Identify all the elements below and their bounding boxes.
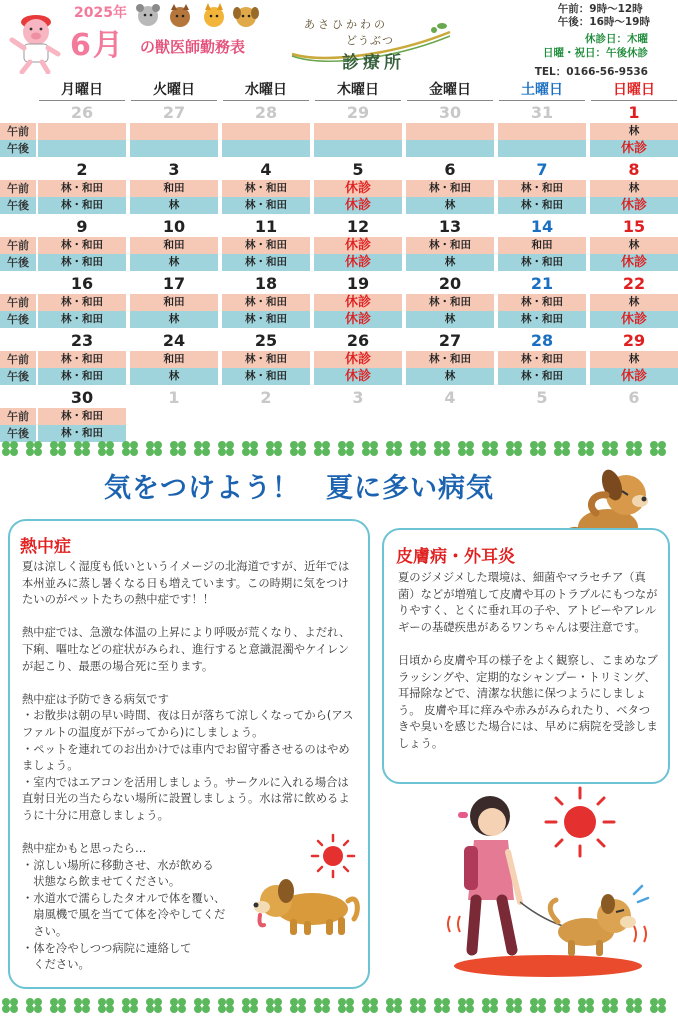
year-label: 2025年 (74, 5, 127, 21)
skin-line: 日頃から皮膚や耳の様子をよく観察し、こまめなブラッシングや、定期的なシャンプー・トリミング、耳掃除などで、清潔な状態に保つようにしましょう。 皮膚や耳に痒みや赤みがみられたり、ベタつきや臭いを感じた場合には、早めに病院を受診しましょう。 (398, 653, 658, 750)
heatstroke-line: ・お散歩は朝の早い時間、夜は日が落ちて涼しくなってから(アスファルトの温度が下がってから)にしましょう。 (22, 709, 354, 739)
morning-vet-cell: 休診 (314, 351, 402, 368)
afternoon-vet-cell: 林・和田 (498, 197, 586, 214)
clinic-name: 診療所 (342, 53, 405, 73)
clover-icon (386, 998, 402, 1013)
day-number: 19 (346, 274, 370, 293)
clover-icon (242, 441, 258, 456)
morning-vet-cell: 林・和田 (222, 180, 310, 197)
skin-body (398, 570, 660, 753)
clover-icon (482, 998, 498, 1013)
clover-icon (530, 441, 546, 456)
day-number: 3 (352, 388, 364, 407)
clover-icon (194, 998, 210, 1013)
clover-icon (146, 998, 162, 1013)
clover-icon (218, 441, 234, 456)
afternoon-label: 午後 (0, 311, 36, 328)
heatstroke-line: ・水道水で濡らしたタオルで体を覆い、 (22, 891, 226, 905)
calendar-weeks (0, 102, 678, 444)
day-number: 28 (254, 103, 278, 122)
clover-icon (506, 441, 522, 456)
clover-icon (266, 998, 282, 1013)
day-number: 30 (70, 388, 94, 407)
afternoon-vet-cell: 林・和田 (38, 368, 126, 385)
morning-label: 午前 (0, 351, 36, 368)
afternoon-vet-cell: 林・和田 (38, 425, 126, 442)
afternoon-vet-cell: 林 (130, 311, 218, 328)
morning-vet-cell: 林・和田 (498, 294, 586, 311)
afternoon-label: 午後 (0, 140, 36, 157)
heatstroke-line: 夏は涼しく湿度も低いというイメージの北海道ですが、近年では本州並みに蒸し暑くなる日も増えています。この時期に気をつけたいのがペットたちの熱中症です！！ (22, 560, 350, 607)
morning-vet-cell: 林・和田 (38, 351, 126, 368)
clover-border-bottom-icon (0, 994, 678, 1016)
weekday-header-4: 金曜日 (407, 80, 493, 101)
day-number: 31 (530, 103, 554, 122)
afternoon-vet-cell: 休診 (314, 197, 402, 214)
clover-icon (218, 998, 234, 1013)
morning-label: 午前 (0, 294, 36, 311)
clover-icon (50, 998, 66, 1013)
heatstroke-line: さい。 (22, 925, 68, 939)
morning-vet-cell: 和田 (130, 180, 218, 197)
morning-label: 午前 (0, 180, 36, 197)
afternoon-vet-cell: 林・和田 (222, 311, 310, 328)
hours-pm: 午後：16時～19時 (557, 16, 650, 28)
day-number: 4 (444, 388, 456, 407)
clover-icon (122, 998, 138, 1013)
day-number: 7 (536, 160, 548, 179)
skin-disease-panel (382, 528, 670, 784)
clover-icon (242, 998, 258, 1013)
day-number: 4 (260, 160, 272, 179)
day-number: 14 (530, 217, 554, 236)
morning-vet-cell: 和田 (130, 294, 218, 311)
afternoon-label: 午後 (0, 425, 36, 442)
clover-icon (26, 441, 42, 456)
morning-vet-cell: 林 (590, 180, 678, 197)
weekday-header-3: 木曜日 (315, 80, 401, 101)
clover-icon (50, 441, 66, 456)
morning-label: 午前 (0, 237, 36, 254)
afternoon-vet-cell: 林・和田 (498, 368, 586, 385)
pig-mascot-icon (6, 6, 64, 74)
weekday-header-6: 日曜日 (591, 80, 677, 101)
afternoon-vet-cell: 林 (130, 254, 218, 271)
day-number: 10 (162, 217, 186, 236)
clover-icon (290, 441, 306, 456)
day-number: 20 (438, 274, 462, 293)
afternoon-vet-cell: 休診 (590, 254, 678, 271)
morning-vet-cell: 林・和田 (406, 237, 494, 254)
heatstroke-line: ・室内ではエアコンを活用しましょう。サークルに入れる場合は直射日光の当たらない場所に設置しましょう。水は常に飲めるように十分に用意しましょう。 (22, 775, 350, 822)
calendar-week (0, 159, 678, 216)
day-number: 18 (254, 274, 278, 293)
day-number: 30 (438, 103, 462, 122)
clover-icon (554, 998, 570, 1013)
section-title-part2: 夏に多い病気 (326, 473, 494, 504)
morning-vet-cell: 林・和田 (222, 351, 310, 368)
clover-icon (98, 441, 114, 456)
day-number: 12 (346, 217, 370, 236)
clinic-logo (286, 14, 458, 72)
day-number: 5 (352, 160, 364, 179)
skin-paragraph (398, 653, 660, 753)
empty-cell (130, 140, 218, 157)
clover-icon (386, 441, 402, 456)
heatstroke-title: 熱中症 (20, 537, 71, 557)
morning-vet-cell: 和田 (130, 237, 218, 254)
clover-icon (314, 998, 330, 1013)
clover-icon (506, 998, 522, 1013)
section-title (104, 466, 494, 505)
clover-icon (338, 998, 354, 1013)
empty-cell (314, 123, 402, 140)
day-number: 26 (346, 331, 370, 350)
clover-icon (122, 441, 138, 456)
header (0, 0, 678, 80)
heatstroke-line: ・ペットを連れてのお出かけでは車内でお留守番させるのはやめましょう。 (22, 742, 350, 773)
afternoon-vet-cell: 休診 (590, 368, 678, 385)
clover-icon (338, 441, 354, 456)
empty-cell (130, 123, 218, 140)
pets-illustration-icon (132, 2, 262, 32)
day-number: 27 (162, 103, 186, 122)
skin-title: 皮膚病・外耳炎 (396, 547, 515, 567)
day-number: 16 (70, 274, 94, 293)
calendar-week (0, 102, 678, 159)
month-label: 6月 (70, 28, 125, 63)
afternoon-vet-cell: 林 (130, 197, 218, 214)
heatstroke-line: 扇風機で風を当てて体を冷やしてくだ (22, 908, 226, 922)
clover-icon (26, 998, 42, 1013)
clover-icon (98, 998, 114, 1013)
clover-icon (194, 441, 210, 456)
clover-icon (578, 998, 594, 1013)
clover-icon (146, 441, 162, 456)
day-number: 3 (168, 160, 180, 179)
morning-vet-cell: 林・和田 (498, 351, 586, 368)
day-number: 23 (70, 331, 94, 350)
section-title-part1: 気をつけよう！ (104, 473, 300, 504)
heatstroke-line: 熱中症では、急激な体温の上昇により呼吸が荒くなり、よだれ、下痢、嘔吐などの症状がみられ、進行すると意識混濁やケイレンが起こり、最悪の場合死に至ります。 (22, 626, 351, 673)
empty-cell (222, 140, 310, 157)
clover-icon (626, 998, 642, 1013)
day-number: 1 (628, 103, 640, 122)
day-number: 1 (168, 388, 180, 407)
empty-cell (498, 140, 586, 157)
clover-icon (530, 998, 546, 1013)
schedule-calendar (0, 80, 678, 444)
empty-cell (38, 123, 126, 140)
phone-number: TEL：0166-56-9536 (534, 66, 648, 78)
afternoon-vet-cell: 休診 (590, 311, 678, 328)
morning-vet-cell: 林・和田 (406, 180, 494, 197)
calendar-week (0, 330, 678, 387)
afternoon-vet-cell: 林 (406, 254, 494, 271)
clinic-name-hiragana: あさひかわの (304, 18, 388, 31)
day-number: 6 (628, 388, 640, 407)
afternoon-vet-cell: 林・和田 (222, 368, 310, 385)
calendar-week (0, 273, 678, 330)
day-number: 25 (254, 331, 278, 350)
day-number: 21 (530, 274, 554, 293)
morning-vet-cell: 林・和田 (406, 351, 494, 368)
day-number: 6 (444, 160, 456, 179)
afternoon-vet-cell: 林・和田 (38, 197, 126, 214)
clover-icon (170, 441, 186, 456)
afternoon-vet-cell: 林 (406, 368, 494, 385)
empty-cell (38, 140, 126, 157)
afternoon-label: 午後 (0, 197, 36, 214)
clinic-name-dobutsu: どうぶつ (346, 34, 394, 47)
clover-icon (434, 441, 450, 456)
clover-icon (266, 441, 282, 456)
morning-vet-cell: 林 (590, 294, 678, 311)
afternoon-vet-cell: 休診 (314, 311, 402, 328)
heatstroke-paragraph (22, 559, 358, 609)
day-number: 26 (70, 103, 94, 122)
morning-vet-cell: 林・和田 (38, 294, 126, 311)
clover-icon (410, 441, 426, 456)
afternoon-vet-cell: 休診 (590, 197, 678, 214)
heatstroke-line: 状態なら飲ませてください。 (22, 875, 181, 889)
empty-cell (314, 140, 402, 157)
tired-dog-icon (246, 871, 364, 939)
calendar-week (0, 387, 678, 444)
clover-icon (434, 998, 450, 1013)
clover-icon (602, 441, 618, 456)
morning-vet-cell: 林・和田 (222, 294, 310, 311)
morning-label: 午前 (0, 408, 36, 425)
clover-icon (362, 441, 378, 456)
morning-vet-cell: 林・和田 (498, 180, 586, 197)
afternoon-vet-cell: 林・和田 (498, 254, 586, 271)
afternoon-label: 午後 (0, 368, 36, 385)
afternoon-vet-cell: 林・和田 (222, 197, 310, 214)
afternoon-vet-cell: 休診 (590, 140, 678, 157)
clover-icon (362, 998, 378, 1013)
heatstroke-paragraph (22, 692, 358, 825)
weekday-header-0: 月曜日 (39, 80, 125, 101)
clover-icon (458, 998, 474, 1013)
morning-vet-cell: 林 (590, 123, 678, 140)
heatstroke-line: 熱中症は予防できる病気です (22, 692, 169, 706)
skin-paragraph (398, 570, 660, 636)
morning-vet-cell: 林・和田 (222, 237, 310, 254)
heatstroke-line: 熱中症かもと思ったら… (22, 842, 147, 856)
empty-cell (222, 123, 310, 140)
day-number: 9 (76, 217, 88, 236)
morning-vet-cell: 休診 (314, 180, 402, 197)
afternoon-vet-cell: 林・和田 (38, 311, 126, 328)
empty-cell (406, 140, 494, 157)
day-number: 22 (622, 274, 646, 293)
weekday-header-2: 水曜日 (223, 80, 309, 101)
opening-hours (558, 3, 650, 29)
clover-icon (554, 441, 570, 456)
clover-icon (2, 998, 18, 1013)
morning-vet-cell: 和田 (498, 237, 586, 254)
morning-vet-cell: 林・和田 (38, 237, 126, 254)
day-number: 29 (346, 103, 370, 122)
day-number: 29 (622, 331, 646, 350)
woman-walking-dog-icon (438, 782, 652, 980)
weekday-header-5: 土曜日 (499, 80, 585, 101)
day-number: 2 (260, 388, 272, 407)
day-number: 28 (530, 331, 554, 350)
day-number: 24 (162, 331, 186, 350)
morning-label: 午前 (0, 123, 36, 140)
afternoon-vet-cell: 林 (130, 368, 218, 385)
afternoon-vet-cell: 林 (406, 311, 494, 328)
heatstroke-line: ・体を冷やしつつ病院に連絡して (22, 941, 192, 955)
day-number: 5 (536, 388, 548, 407)
heatstroke-line: ・涼しい場所に移動させ、水が飲める (22, 858, 214, 872)
clover-icon (290, 998, 306, 1013)
morning-vet-cell: 休診 (314, 294, 402, 311)
clover-icon (578, 441, 594, 456)
clover-icon (650, 998, 666, 1013)
clover-icon (482, 441, 498, 456)
heatstroke-panel (8, 519, 370, 989)
clover-icon (2, 441, 18, 456)
day-number: 2 (76, 160, 88, 179)
morning-vet-cell: 林・和田 (406, 294, 494, 311)
morning-vet-cell: 林 (590, 351, 678, 368)
skin-line: 夏のジメジメした環境は、細菌やマラセチア（真菌）などが増殖して皮膚や耳のトラブルにもつながりやすく、とくに垂れ耳の子や、アトピーやアレルギーの基礎疾患があるワンちゃんは要注意です。 (398, 571, 658, 634)
morning-vet-cell: 和田 (130, 351, 218, 368)
morning-vet-cell: 休診 (314, 237, 402, 254)
afternoon-vet-cell: 休診 (314, 254, 402, 271)
day-number: 11 (254, 217, 278, 236)
clover-icon (626, 441, 642, 456)
heatstroke-paragraph (22, 625, 358, 675)
closed-day: 休診日：木曜 (585, 33, 648, 45)
day-number: 15 (622, 217, 646, 236)
clover-icon (458, 441, 474, 456)
clover-icon (602, 998, 618, 1013)
afternoon-vet-cell: 林・和田 (498, 311, 586, 328)
heatstroke-line: ください。 (22, 958, 90, 972)
morning-vet-cell: 林・和田 (38, 180, 126, 197)
page-title: の獣医師勤務表 (140, 38, 246, 56)
clover-border-top-icon (0, 437, 678, 459)
clover-icon (74, 998, 90, 1013)
day-number: 27 (438, 331, 462, 350)
morning-vet-cell: 林 (590, 237, 678, 254)
calendar-week (0, 216, 678, 273)
afternoon-vet-cell: 林 (406, 197, 494, 214)
afternoon-label: 午後 (0, 254, 36, 271)
holiday-note: 日曜・祝日：午後休診 (543, 47, 648, 59)
clover-icon (74, 441, 90, 456)
day-number: 8 (628, 160, 640, 179)
weekday-header-1: 火曜日 (131, 80, 217, 101)
clover-icon (650, 441, 666, 456)
afternoon-vet-cell: 林・和田 (222, 254, 310, 271)
empty-cell (406, 123, 494, 140)
hours-am: 午前：9時～12時 (557, 3, 643, 15)
morning-vet-cell: 林・和田 (38, 408, 126, 425)
day-number: 17 (162, 274, 186, 293)
weekday-header (0, 80, 678, 102)
day-number: 13 (438, 217, 462, 236)
clover-icon (314, 441, 330, 456)
clover-icon (410, 998, 426, 1013)
closed-info (543, 32, 648, 60)
afternoon-vet-cell: 休診 (314, 368, 402, 385)
clover-icon (170, 998, 186, 1013)
empty-cell (498, 123, 586, 140)
afternoon-vet-cell: 林・和田 (38, 254, 126, 271)
